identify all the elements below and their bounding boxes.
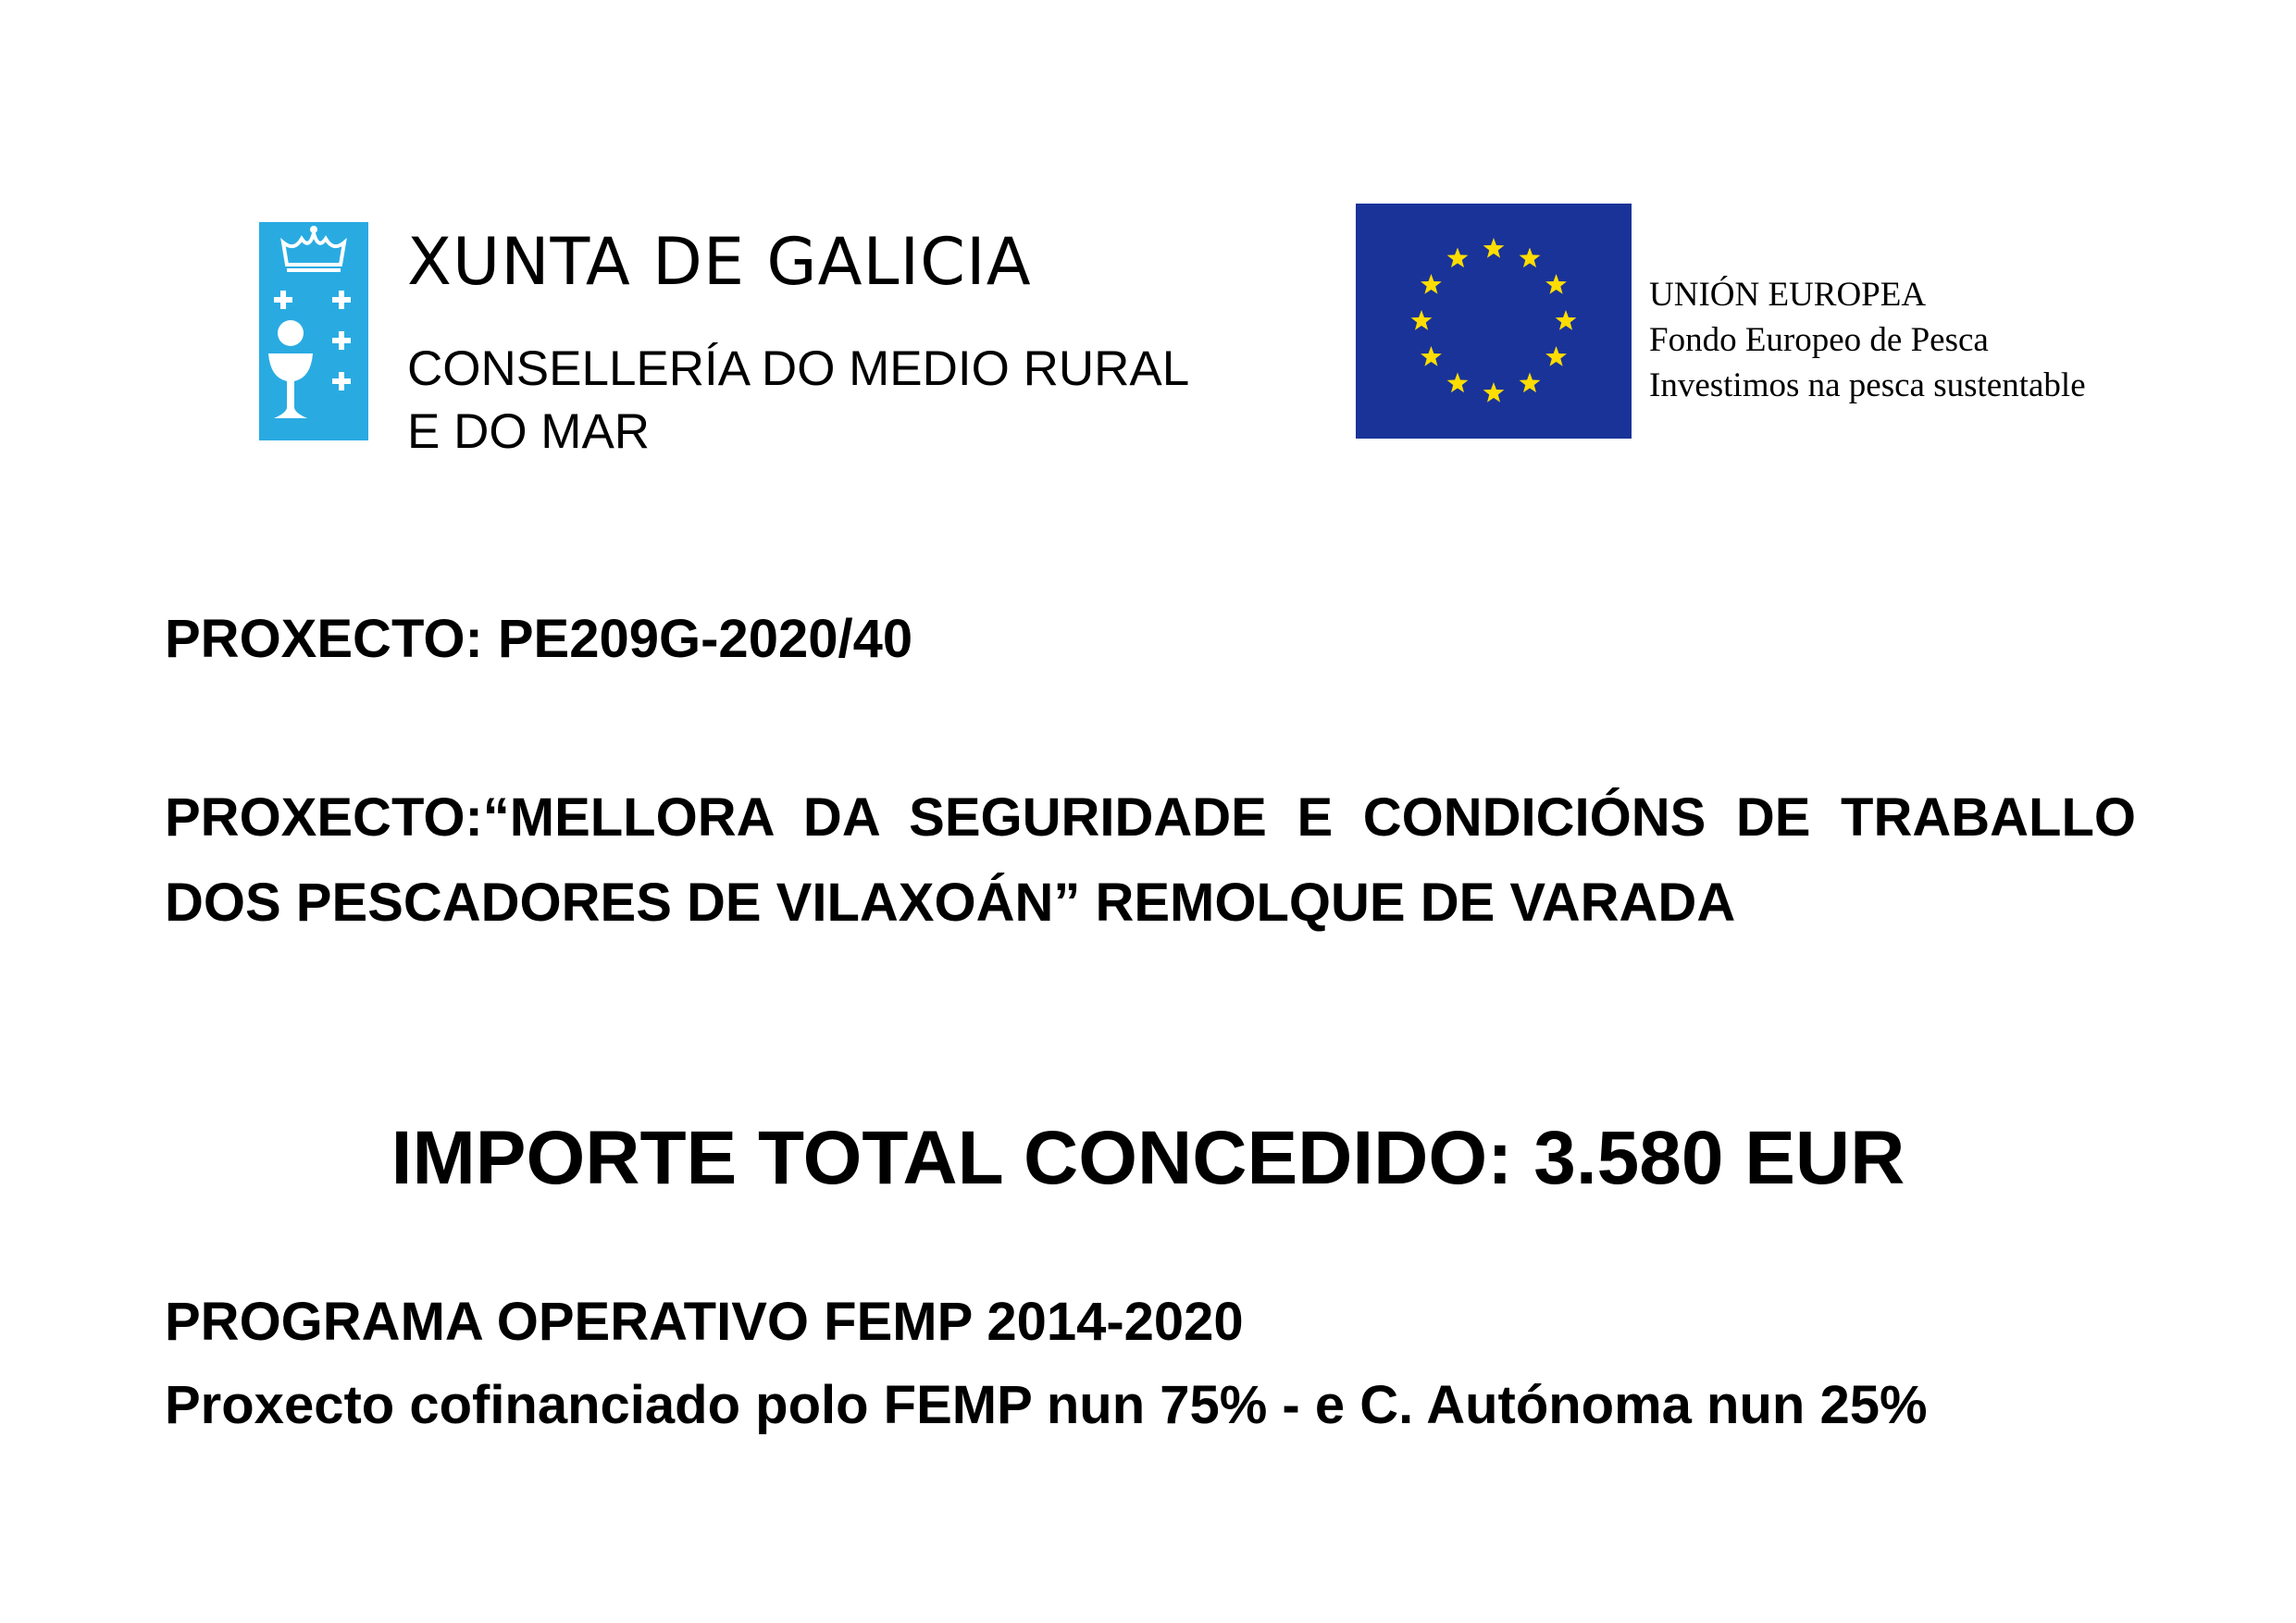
department-name bbox=[407, 338, 1189, 464]
eu-line-3: Investimos na pesca sustentable bbox=[1649, 366, 2086, 404]
galicia-coat-of-arms-icon bbox=[259, 222, 368, 440]
department-line-2: E DO MAR bbox=[407, 404, 651, 459]
eu-flag-icon bbox=[1356, 204, 1632, 439]
eu-fund-text bbox=[1649, 272, 2086, 408]
eu-line-1: UNIÓN EUROPEA bbox=[1649, 276, 1927, 314]
project-title: PROXECTO:“MELLORA DA SEGURIDADE E CONDICIÓNS DE TRABALLO DOS PESCADORES DE VILAXOÁN” REMOLQUE DE VARADA bbox=[165, 787, 2136, 933]
project-code: PROXECTO: PE209G-2020/40 bbox=[165, 609, 913, 669]
department-line-1: CONSELLERÍA DO MEDIO RURAL bbox=[407, 341, 1190, 396]
cofinanciacion-text: Proxecto cofinanciado polo FEMP nun 75% - e C. Autónoma nun 25% bbox=[165, 1375, 1928, 1435]
eu-line-2: Fondo Europeo de Pesca bbox=[1649, 321, 1989, 359]
xunta-title: XUNTA DE GALICIA bbox=[407, 224, 1032, 300]
programa-operativo: PROGRAMA OPERATIVO FEMP 2014-2020 bbox=[165, 1292, 1244, 1352]
importe-total: IMPORTE TOTAL CONCEDIDO: 3.580 EUR bbox=[391, 1116, 1905, 1200]
